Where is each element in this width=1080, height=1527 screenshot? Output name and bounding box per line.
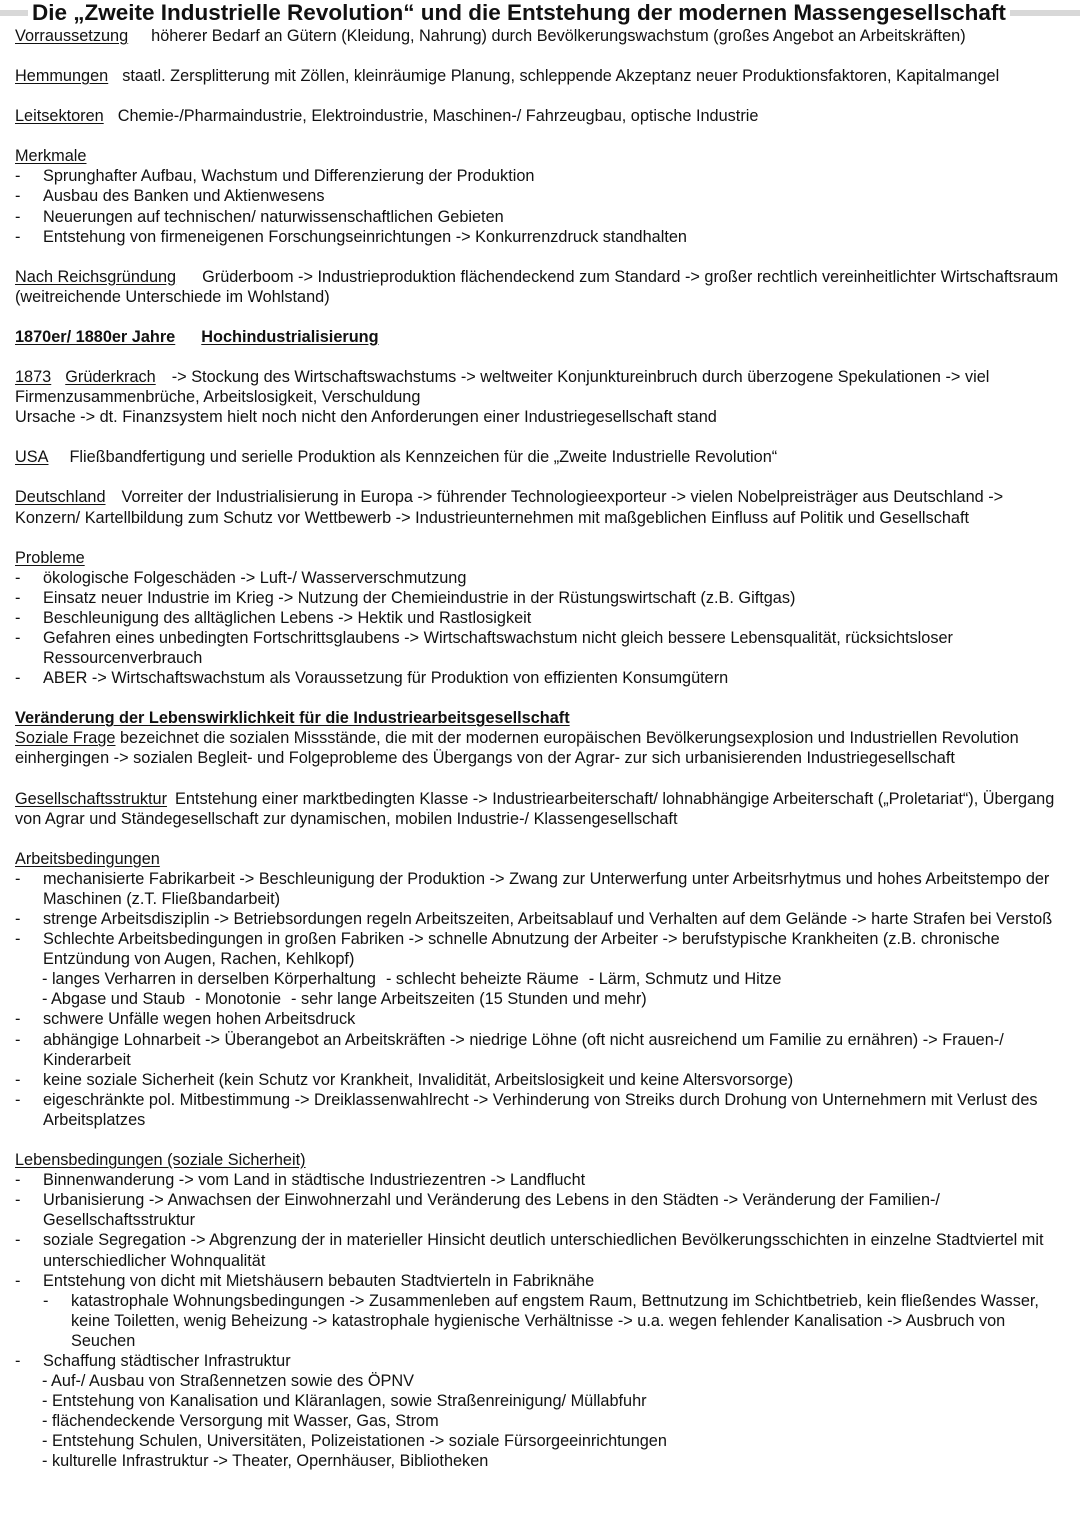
section-reichsgruendung <box>15 267 1066 307</box>
section-voraussetzung <box>15 26 1066 46</box>
label-gesellschaftsstruktur: Gesellschaftsstruktur <box>15 789 168 808</box>
list-item: - Binnenwanderung -> vom Land in städtische Industriezentren -> Landflucht <box>15 1170 1066 1190</box>
list-item: - Sprunghafter Aufbau, Wachstum und Differenzierung der Produktion <box>15 166 1066 186</box>
label-gruenderkrach: Grüderkrach <box>65 368 156 387</box>
list-item: - Entstehung von firmeneigenen Forschungseinrichtungen -> Konkurrenzdruck standhalten <box>15 227 1066 247</box>
text-hochindustrialisierung: Hochindustrialisierung <box>201 327 379 346</box>
label-lebensbedingungen: Lebensbedingungen (soziale Sicherheit) <box>15 1151 306 1170</box>
text-deutschland: Vorreiter der Industrialisierung in Europa -> führender Technologieexporteur -> vielen Nobelpreisträger aus Deutschland -> Konzern/ Kartellbildung zum Schutz vor Wettbewerb -> Industrieunternehmen mit maßgeblichen Einfluss auf Politik und Gesellschaft <box>15 488 1004 527</box>
section-usa <box>15 447 1066 467</box>
sub-item: - Monotonie <box>195 990 282 1009</box>
year-1873: 1873 <box>15 368 52 387</box>
sub-item: - Auf-/ Ausbau von Straßennetzen sowie des ÖPNV <box>42 1372 414 1391</box>
sub-item: - flächendeckende Versorgung mit Wasser, Gas, Strom <box>42 1412 439 1431</box>
section-leitsektoren <box>15 106 1066 126</box>
list-item: - soziale Segregation -> Abgrenzung der in materieller Hinsicht deutlich unterschiedlichen Bevölkerungsschichten in einzelne Stadtviertel mit unterschiedlicher Wohnqualität <box>15 1230 1066 1270</box>
list-item: - Entstehung von dicht mit Mietshäusern bebauten Stadtvierteln in Fabriknähe <box>15 1271 1066 1291</box>
label-usa: USA <box>15 448 49 467</box>
label-merkmale: Merkmale <box>15 147 87 166</box>
sub-item: - Entstehung von Kanalisation und Kläranlagen, sowie Straßenreinigung/ Müllabfuhr <box>42 1392 647 1411</box>
text-voraussetzung: höherer Bedarf an Gütern (Kleidung, Nahrung) durch Bevölkerungswachstum (großes Angebot an Arbeitskräften) <box>151 27 966 45</box>
label-arbeitsbedingungen: Arbeitsbedingungen <box>15 849 160 868</box>
section-gruenderkrach <box>15 367 1066 407</box>
label-1873 <box>15 368 156 386</box>
section-soziale-frage <box>15 728 1066 768</box>
list-lebensbedingungen <box>15 1170 1066 1471</box>
sub-item: - Abgase und Staub <box>42 990 186 1009</box>
list-item: - Urbanisierung -> Anwachsen der Einwohnerzahl und Veränderung des Lebens in den Städten -> Veränderung der Familien-/ Gesellschaftsstruktur <box>15 1190 1066 1230</box>
list-item: - keine soziale Sicherheit (kein Schutz vor Krankheit, Invalidität, Arbeitslosigkeit und keine Altersvorsorge) <box>15 1070 1066 1090</box>
list-item: - strenge Arbeitsdisziplin -> Betriebsordungen regeln Arbeitszeiten, Arbeitsablauf und Verhalten auf dem Gelände -> harte Strafen bei Verstoß <box>15 909 1066 929</box>
text-soziale-frage: bezeichnet die sozialen Missstände, die mit der modernen europäischen Bevölkerungsexplosion und Industriellen Revolution einhergingen -> sozialen Begleit- und Folgeprobleme des Übergangs von der Agrar- zur sich urbanisierenden Industriegesellschaft <box>15 729 1019 768</box>
label-deutschland: Deutschland <box>15 488 106 507</box>
label-hemmungen: Hemmungen <box>15 67 109 86</box>
list-merkmale <box>15 166 1066 246</box>
list-item: - Schaffung städtischer Infrastruktur <box>15 1351 1066 1371</box>
label-reichsgruendung: Nach Reichsgründung <box>15 267 177 286</box>
page-title: Die „Zweite Industrielle Revolution“ und die Entstehung der modernen Massengesellschaft <box>32 0 1006 25</box>
text-gesellschaftsstruktur: Entstehung einer marktbedingten Klasse -> Industriearbeiterschaft/ lohnabhängige Arbeiterschaft („Proletariat“), Übergang von Agrar und Ständegesellschaft zur dynamischen, mobilen Industrie-/ Klassengesellschaft <box>15 789 1055 828</box>
label-soziale-frage: Soziale Frage <box>15 729 116 748</box>
title-row <box>0 0 1080 26</box>
label-1870er: 1870er/ 1880er Jahre <box>15 327 176 346</box>
nested-list-item: - katastrophale Wohnungsbedingungen -> Zusammenleben auf engstem Raum, Bettnutzung im Schichtbetrieb, kein fließendes Wasser, keine Toiletten, wenig Beheizung -> katastrophale hygienische Verhältnisse -> u.a. wegen fehlender Kanalisation -> Ausbruch von Seuchen <box>15 1291 1066 1351</box>
title-rule-left <box>0 10 28 16</box>
list-item: - eigeschränkte pol. Mitbestimmung -> Dreiklassenwahlrecht -> Verhinderung von Streiks durch Drohung von Unternehmern mit Verlust des Arbeitsplatzes <box>15 1090 1066 1130</box>
list-item: - Schlechte Arbeitsbedingungen in großen Fabriken -> schnelle Abnutzung der Arbeiter -> berufstypische Krankheiten (z.B. chronische Entzündung von Augen, Rachen, Kehlkopf) <box>15 929 1066 969</box>
sub-item: - Entstehung Schulen, Universitäten, Polizeistationen -> soziale Fürsorgeeinrichtungen <box>42 1432 667 1451</box>
label-voraussetzung: Vorraussetzung <box>15 27 129 45</box>
label-probleme: Probleme <box>15 548 85 567</box>
sub-item: - langes Verharren in derselben Körperhaltung <box>42 970 376 989</box>
list-item: - abhängige Lohnarbeit -> Überangebot an Arbeitskräften -> niedrige Löhne (oft nicht ausreichend um Familie zu ernähren) -> Frauen-/ Kinderarbeit <box>15 1030 1066 1070</box>
list-item: - Ausbau des Banken und Aktienwesens <box>15 186 1066 206</box>
sub-item: - kulturelle Infrastruktur -> Theater, Opernhäuser, Bibliotheken <box>42 1452 489 1471</box>
list-item: - Beschleunigung des alltäglichen Lebens -> Hektik und Rastlosigkeit <box>15 608 1066 628</box>
list-arbeitsbedingungen <box>15 869 1066 1130</box>
sub-item: - Lärm, Schmutz und Hitze <box>588 970 782 989</box>
sub-list-row <box>15 989 1066 1009</box>
list-item: - mechanisierte Fabrikarbeit -> Beschleunigung der Produktion -> Zwang zur Unterwerfung unter Arbeitsrhytmus und hohes Arbeitstempo der Maschinen (z.T. Fließbandarbeit) <box>15 869 1066 909</box>
text-ursache: Ursache -> dt. Finanzsystem hielt noch nicht den Anforderungen einer Industriegesellschaft stand <box>15 408 717 427</box>
list-item: - ABER -> Wirtschaftswachstum als Voraussetzung für Produktion von effizienten Konsumgütern <box>15 668 1066 688</box>
list-item: - Neuerungen auf technischen/ naturwissenschaftlichen Gebieten <box>15 207 1066 227</box>
list-item: - ökologische Folgeschäden -> Luft-/ Wasserverschmutzung <box>15 568 1066 588</box>
heading-lebenswirklichkeit: Veränderung der Lebenswirklichkeit für die Industriearbeitsgesellschaft <box>15 709 570 728</box>
section-hochindustrialisierung <box>15 327 1066 347</box>
section-gesellschaftsstruktur <box>15 789 1066 829</box>
list-item: - Einsatz neuer Industrie im Krieg -> Nutzung der Chemieindustrie in der Rüstungswirtschaft (z.B. Giftgas) <box>15 588 1066 608</box>
text-reichsgruendung: Grüderboom -> Industrieproduktion flächendeckend zum Standard -> großer rechtlich vereinheitlichter Wirtschaftsraum (weitreichende Unterschiede im Wohlstand) <box>15 267 1059 306</box>
sub-item: - sehr lange Arbeitszeiten (15 Stunden und mehr) <box>291 990 647 1009</box>
section-hemmungen <box>15 66 1066 86</box>
list-item: - schwere Unfälle wegen hohen Arbeitsdruck <box>15 1009 1066 1029</box>
list-probleme <box>15 568 1066 689</box>
sub-list-row <box>15 969 1066 989</box>
title-rule-right <box>1010 10 1080 16</box>
section-deutschland <box>15 487 1066 527</box>
list-item: - Gefahren eines unbedingten Fortschrittsglaubens -> Wirtschaftswachstum nicht gleich bessere Lebensqualität, rücksichtsloser Ressourcenverbrauch <box>15 628 1066 668</box>
text-gruenderkrach: -> Stockung des Wirtschaftswachstums -> weltweiter Konjunktureinbruch durch überzogene Spekulationen -> viel Firmenzusammenbrüche, Arbeitslosigkeit, Verschuldung <box>15 368 990 407</box>
label-leitsektoren: Leitsektoren <box>15 107 104 126</box>
text-leitsektoren: Chemie-/Pharmaindustrie, Elektroindustrie, Maschinen-/ Fahrzeugbau, optische Industrie <box>117 107 759 126</box>
text-hemmungen: staatl. Zersplitterung mit Zöllen, kleinräumige Planung, schleppende Akzeptanz neuer Produktionsfaktoren, Kapitalmangel <box>122 67 1000 86</box>
sub-item: - schlecht beheizte Räume <box>385 970 579 989</box>
text-usa: Fließbandfertigung und serielle Produktion als Kennzeichen für die „Zweite Industrielle Revolution“ <box>69 448 778 467</box>
